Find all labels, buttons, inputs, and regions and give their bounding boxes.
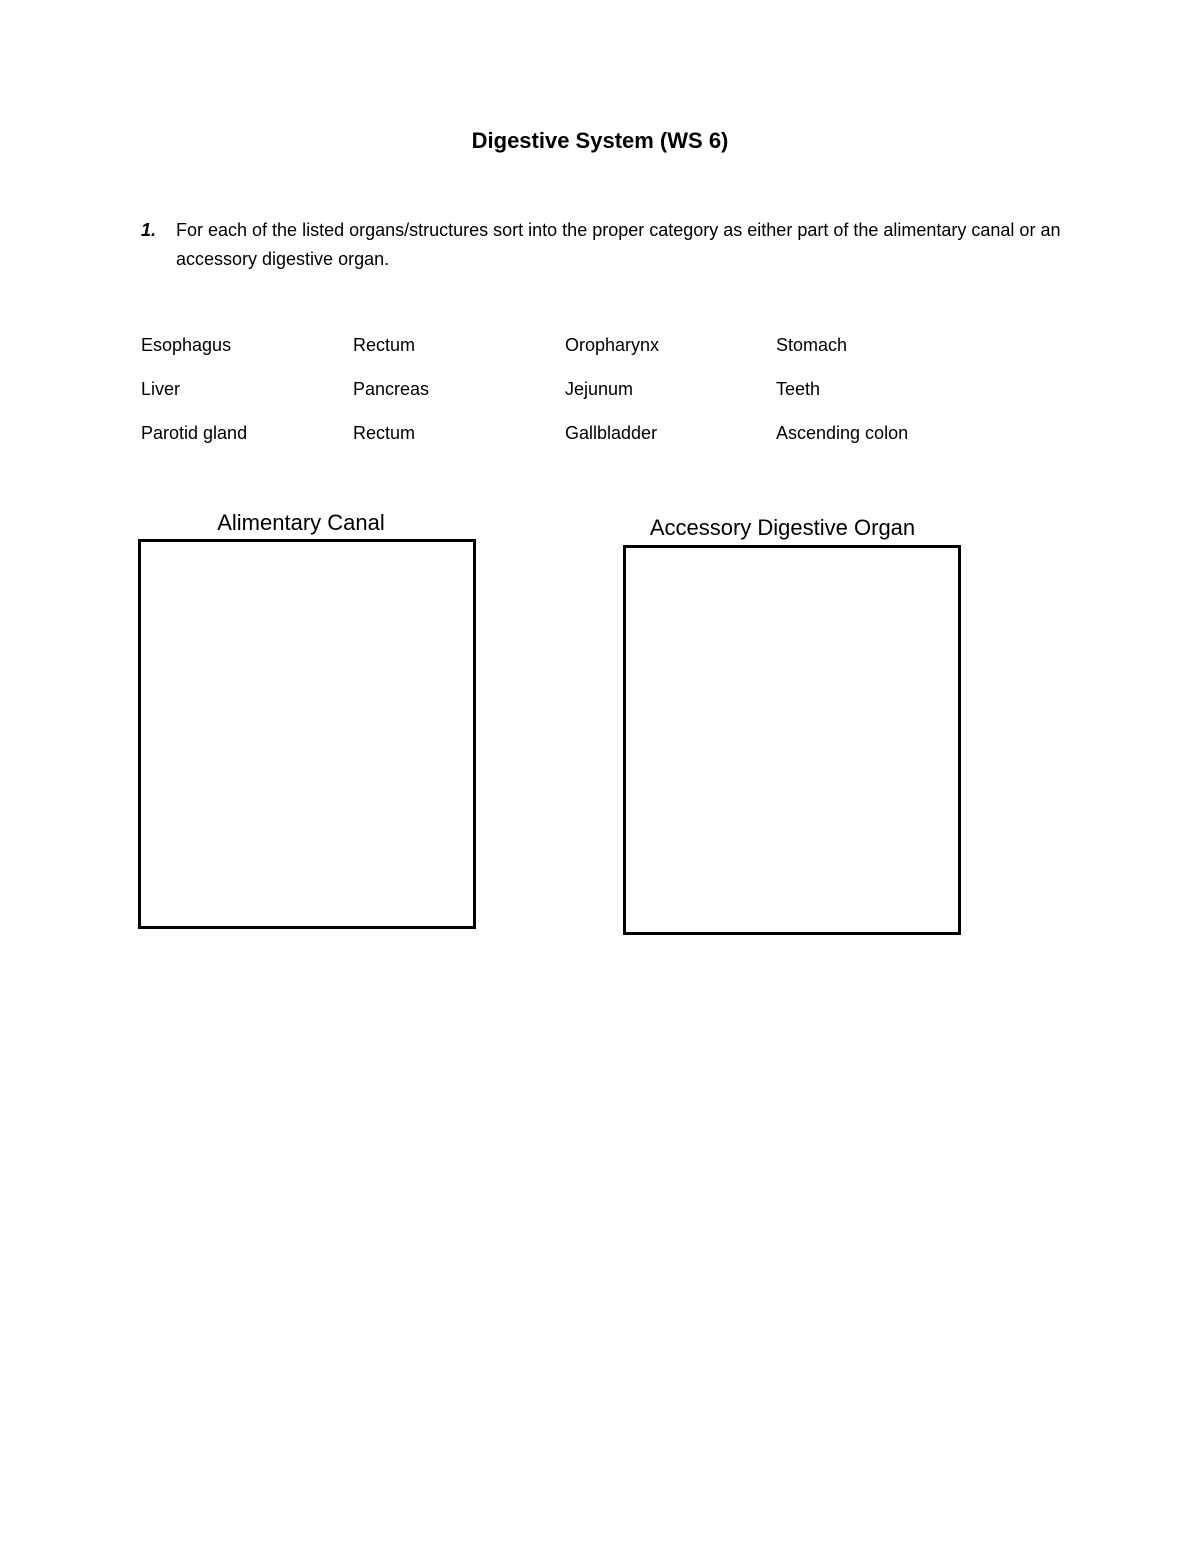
- alimentary-canal-label: Alimentary Canal: [217, 510, 385, 535]
- organ-item: Teeth: [776, 379, 821, 399]
- organ-item: Pancreas: [353, 379, 430, 399]
- accessory-organ-box[interactable]: [623, 545, 961, 935]
- organ-item: Parotid gland: [141, 423, 248, 443]
- organ-item: Liver: [141, 379, 181, 399]
- organ-item: Esophagus: [141, 335, 232, 355]
- alimentary-canal-box[interactable]: [138, 539, 476, 929]
- page-title: Digestive System (WS 6): [471, 128, 729, 153]
- organ-item: Oropharynx: [565, 335, 660, 355]
- organ-item: Rectum: [353, 423, 416, 443]
- question-text: For each of the listed organs/structures sort into the proper category as either part of the alimentary canal or an accessory digestive organ.: [176, 220, 1061, 269]
- organ-item: Gallbladder: [565, 423, 658, 443]
- organ-item: Stomach: [776, 335, 848, 355]
- organ-item: Rectum: [353, 335, 416, 355]
- accessory-organ-label: Accessory Digestive Organ: [649, 515, 916, 540]
- organ-list: [141, 330, 991, 462]
- organ-item: Jejunum: [565, 379, 634, 399]
- organ-item: Ascending colon: [776, 423, 909, 443]
- question-1: [141, 216, 1071, 274]
- question-number: 1.: [141, 220, 157, 240]
